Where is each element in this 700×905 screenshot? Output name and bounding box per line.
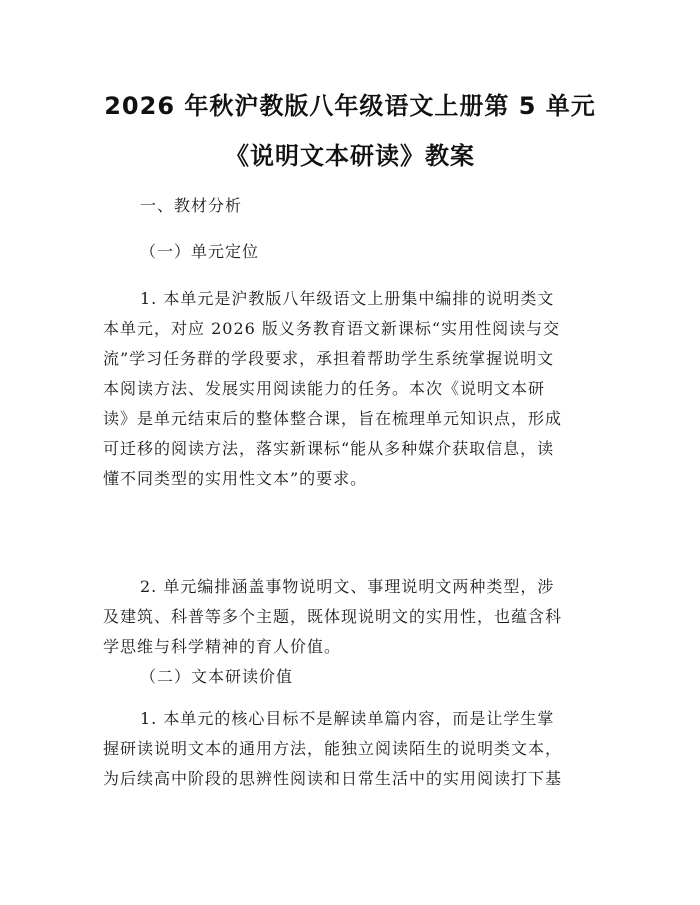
section-heading-textbook-analysis: 一、教材分析 <box>140 196 243 215</box>
paragraph-line: 本阅读方法、发展实用阅读能力的任务。本次《说明文本研 <box>103 379 546 398</box>
paragraph-line: 1. 本单元的核心目标不是解读单篇内容，而是让学生掌 <box>140 709 555 728</box>
paragraph-line: 2. 单元编排涵盖事物说明文、事理说明文两种类型，涉 <box>140 577 555 596</box>
paragraph-line: 可迁移的阅读方法，落实新课标“能从多种媒介获取信息，读 <box>103 439 555 458</box>
paragraph-line: 本单元，对应 2026 版义务教育语文新课标“实用性阅读与交 <box>103 319 561 338</box>
paragraph-line: 及建筑、科普等多个主题，既体现说明文的实用性，也蕴含科 <box>103 607 563 626</box>
document-title-line-1: 2026 年秋沪教版八年级语文上册第 5 单元 <box>104 92 596 120</box>
document-title-line-2: 《说明文本研读》教案 <box>225 142 475 170</box>
paragraph-line: 学思维与科学精神的育人价值。 <box>103 637 342 656</box>
subsection-heading-unit-positioning: （一）单元定位 <box>140 242 260 261</box>
paragraph-line: 读》是单元结束后的整体整合课，旨在梳理单元知识点，形成 <box>103 409 563 428</box>
paragraph-unit-positioning-1 <box>103 284 597 494</box>
paragraph-line: 流”学习任务群的学段要求，承担着帮助学生系统掌握说明文 <box>103 349 555 368</box>
paragraph-line: 为后续高中阶段的思辨性阅读和日常生活中的实用阅读打下基 <box>103 769 563 788</box>
subsection-heading-text-reading-value: （二）文本研读价值 <box>140 667 294 686</box>
paragraph-line: 1. 本单元是沪教版八年级语文上册集中编排的说明类文 <box>140 289 555 308</box>
paragraph-line: 懂不同类型的实用性文本”的要求。 <box>103 469 368 488</box>
paragraph-line: 握研读说明文本的通用方法，能独立阅读陌生的说明类文本， <box>103 739 563 758</box>
paragraph-unit-positioning-2 <box>103 572 597 662</box>
paragraph-text-reading-value-1 <box>103 704 597 794</box>
